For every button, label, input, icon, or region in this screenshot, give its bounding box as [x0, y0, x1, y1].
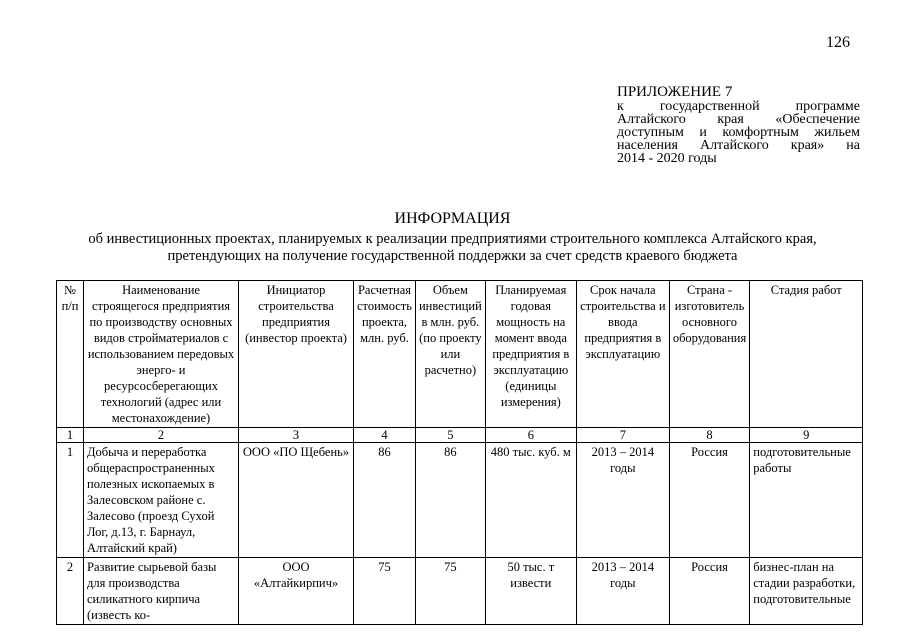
- cell-stage: подготовительные работы: [750, 443, 863, 558]
- cell-capacity: 50 тыс. т извести: [485, 558, 576, 625]
- cell-no: 1: [57, 443, 84, 558]
- appendix-body: к государственной программе Алтайского края «Обеспечение доступным и комфортным жильем населения Алтайского края» на: [617, 99, 860, 153]
- table-row: [57, 443, 863, 558]
- header-period: Срок начала строительства и ввода предприятия в эксплуатацию: [576, 281, 669, 428]
- cell-initiator: ООО «Алтайкирпич»: [239, 558, 354, 625]
- header-investment: Объем инвестиций в млн. руб. (по проекту или расчетно): [415, 281, 485, 428]
- subtitle-line-2: претендующих на получение государственной поддержки за счет средств краевого бюджета: [167, 248, 738, 264]
- table-header-row: [57, 281, 863, 428]
- projects-table: [56, 280, 863, 625]
- column-number: 4: [354, 428, 416, 443]
- column-number: 7: [576, 428, 669, 443]
- header-no: № п/п: [57, 281, 84, 428]
- page-number: 126: [826, 34, 850, 51]
- cell-cost: 75: [354, 558, 416, 625]
- cell-country: Россия: [669, 443, 749, 558]
- cell-capacity: 480 тыс. куб. м: [485, 443, 576, 558]
- table-row: [57, 558, 863, 625]
- header-cost: Расчетная стоимость проекта, млн. руб.: [354, 281, 416, 428]
- column-number-row: [57, 428, 863, 443]
- column-number: 1: [57, 428, 84, 443]
- header-initiator: Инициатор строительства предприятия (инвестор проекта): [239, 281, 354, 428]
- cell-period: 2013 – 2014 годы: [576, 443, 669, 558]
- column-number: 8: [669, 428, 749, 443]
- subtitle-line-1: об инвестиционных проектах, планируемых к реализации предприятиями строительного комплекса Алтайского края,: [88, 231, 817, 247]
- cell-name: Добыча и переработка общераспространенных полезных ископаемых в Залесовском районе с. Залесово (проезд Сухой Лог, д.13, г. Барнаул, Алтайский край): [84, 443, 239, 558]
- appendix-years: 2014 - 2020 годы: [617, 151, 717, 166]
- cell-investment: 86: [415, 443, 485, 558]
- cell-stage: бизнес-план на стадии разработки, подготовительные: [750, 558, 863, 625]
- header-name: Наименование строящегося предприятия по производству основных видов стройматериалов с использованием передовых энерго- и ресурсосберегающих технологий (адрес или местонахождение): [84, 281, 239, 428]
- column-number: 2: [84, 428, 239, 443]
- cell-cost: 86: [354, 443, 416, 558]
- appendix-block: [617, 84, 860, 165]
- column-number: 5: [415, 428, 485, 443]
- header-capacity: Планируемая годовая мощность на момент ввода предприятия в эксплуатацию (единицы измерения): [485, 281, 576, 428]
- document-title: ИНФОРМАЦИЯ: [394, 210, 511, 227]
- cell-name: Развитие сырьевой базы для производства силикатного кирпича (известь ко-: [84, 558, 239, 625]
- cell-country: Россия: [669, 558, 749, 625]
- document-subtitle: [20, 231, 885, 265]
- column-number: 6: [485, 428, 576, 443]
- column-number: 9: [750, 428, 863, 443]
- column-number: 3: [239, 428, 354, 443]
- header-stage: Стадия работ: [750, 281, 863, 428]
- cell-initiator: ООО «ПО Щебень»: [239, 443, 354, 558]
- appendix-title: ПРИЛОЖЕНИЕ 7: [617, 84, 733, 100]
- cell-period: 2013 – 2014 годы: [576, 558, 669, 625]
- cell-no: 2: [57, 558, 84, 625]
- cell-investment: 75: [415, 558, 485, 625]
- header-country: Страна - изготовитель основного оборудования: [669, 281, 749, 428]
